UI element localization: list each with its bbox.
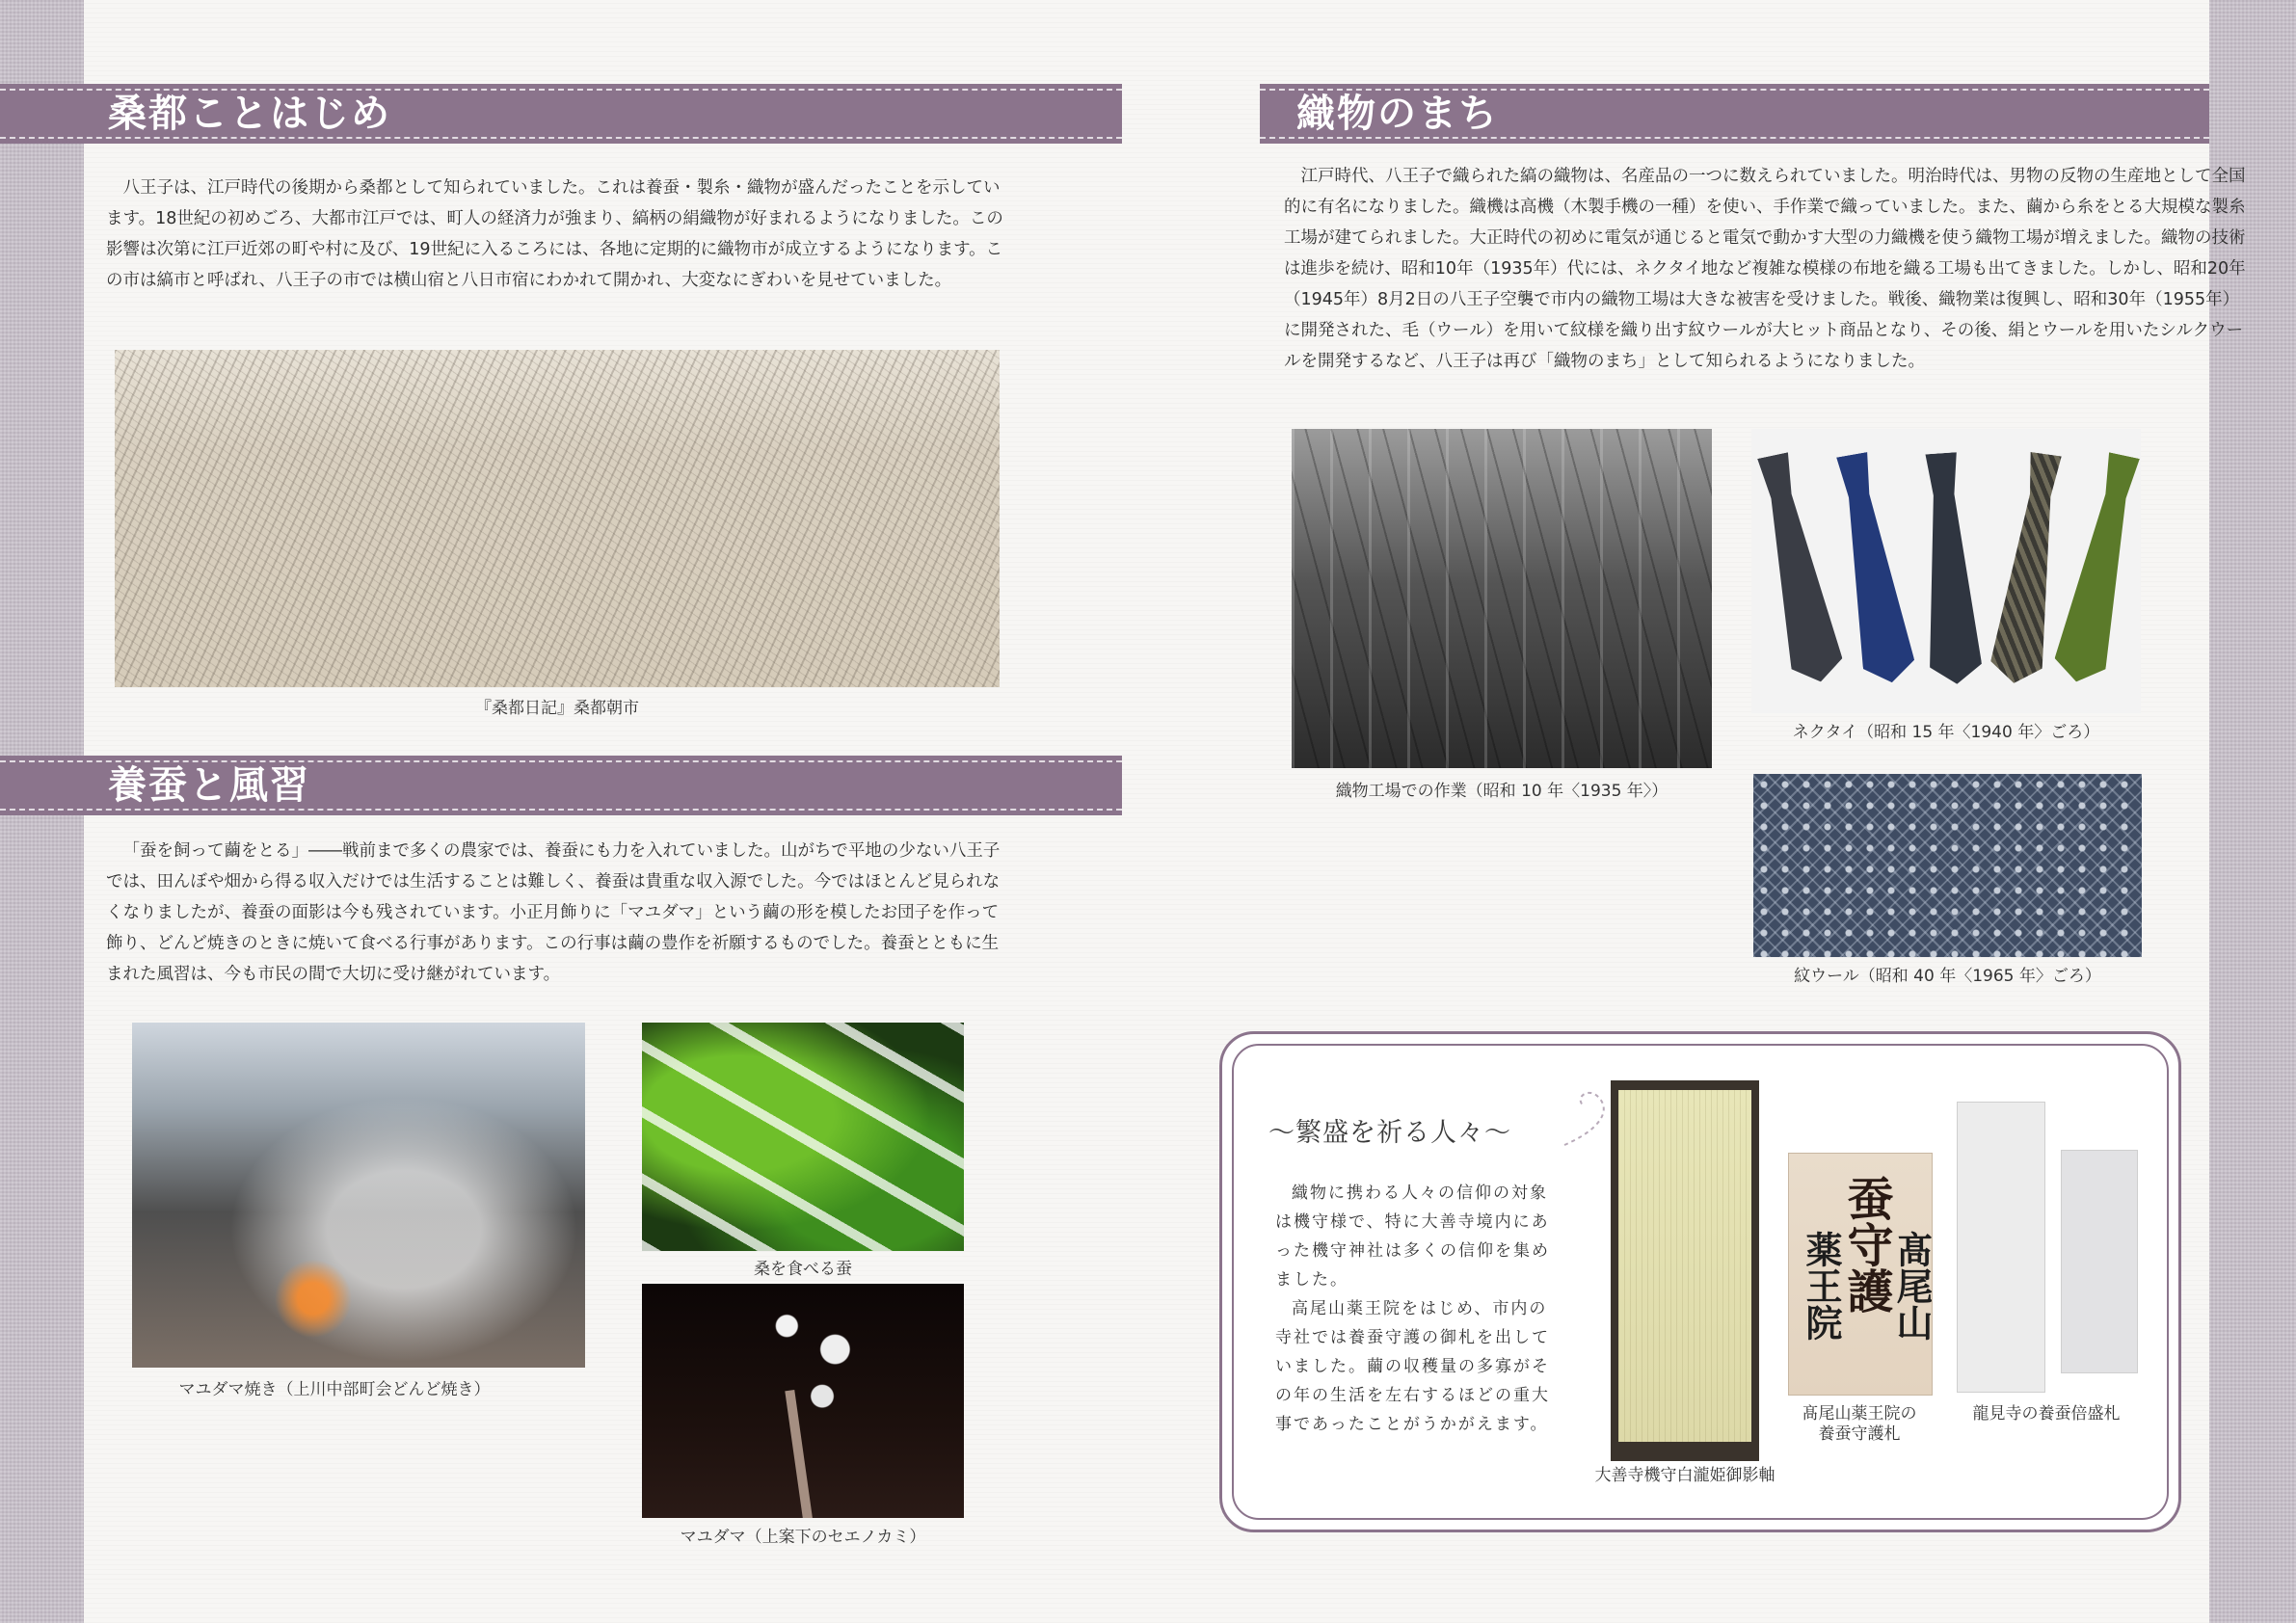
section-banner-sericulture (0, 756, 1122, 815)
mayudama-fire-photo (132, 1023, 585, 1368)
takao-charm-ink-center: 蚕守護 (1839, 1175, 1893, 1314)
section-body-sericulture: 「蚕を飼って繭をとる」――戦前まで多くの農家では、養蚕にも力を入れていました。山がちで平地の少ない八王子では、田んぼや畑から得る収入だけでは生活することは難しく、養蚕は貴重な収入源でした。今ではほとんど見られなくなりましたが、養蚕の面影は今も残されています。小正月飾りに「マユダマ」という繭の形を模したお団子を作って飾り、どんど焼きのときに焼いて食べる行事があります。この行事は繭の豊作を祈願するものでした。養蚕とともに生まれた風習は、今も市民の間で大切に受け継がれています。 (106, 841, 1001, 984)
ryukenji-charm-image (1957, 1102, 2045, 1393)
prayer-body-para-2: 高尾山薬王院をはじめ、市内の寺社では養蚕守護の御札を出していました。繭の収穫量の多寡がその年の生活を左右するほどの重大事であったことがうかがえます。 (1275, 1299, 1550, 1434)
section-title-textile: 織物のまち (1296, 91, 1499, 136)
soto-nikki-caption: 『桑都日記』桑都朝市 (475, 699, 639, 718)
necktie-paisley (1915, 451, 1984, 685)
brochure-spread (84, 0, 2246, 1623)
mon-wool-caption: 紋ウール（昭和 40 年〈1965 年〉ごろ） (1794, 967, 2101, 986)
mayudama-fire-caption: マユダマ焼き（上川中部町会どんど焼き） (178, 1380, 491, 1399)
prayer-feature-box (1219, 1031, 2181, 1532)
ryukenji-charm-caption: 龍見寺の養蚕倍盛札 (1972, 1404, 2121, 1423)
hanging-scroll-caption: 大善寺機守白瀧姫御影軸 (1594, 1466, 1775, 1485)
textile-factory-caption: 織物工場での作業（昭和 10 年〈1935 年〉） (1335, 782, 1669, 801)
decorative-swirl-icon (1560, 1082, 1617, 1150)
takao-charm-image (1788, 1153, 1933, 1396)
hanging-scroll-image (1611, 1080, 1759, 1461)
hanging-scroll-paper (1618, 1090, 1751, 1442)
prayer-body (1275, 1179, 1562, 1439)
necktie-grey (1751, 450, 1846, 687)
takao-charm-ink-left: 薬王院 (1800, 1231, 1843, 1341)
neckties-photo (1751, 429, 2141, 713)
section-body-textile: 江戸時代、八王子で織られた縞の織物は、名産品の一つに数えられていました。明治時代は、男物の反物の生産地として全国的に有名になりました。織機は高機（木製手機の一種）を使い、手作業で織っていました。また、繭から糸をとる大規模な製糸工場が建てられました。大正時代の初めに電気が通じると電気で動かす大型の力織機を使う織物工場が増えました。織物の技術は進歩を続け、昭和10年（1935年）代には、ネクタイ地など複雑な模様の布地を織る工場も出てきました。しかし、昭和20年（1945年）8月2日の八王子空襲で市内の織物工場は大きな被害を受けました。戦後、織物業は復興し、昭和30年（1955年）に開発された、毛（ウール）を用いて紋様を織り出す紋ウールが大ヒット商品となり、その後、絹とウールを用いたシルクウールを開発するなど、八王子は再び「織物のまち」として知られるようになりました。 (1284, 167, 2246, 371)
section-banner-soto (0, 84, 1122, 144)
takao-charm-caption (1769, 1404, 1950, 1445)
textile-factory-photo (1292, 429, 1712, 768)
mayudama-stick (785, 1390, 813, 1518)
mayudama-photo (642, 1284, 964, 1518)
soto-nikki-scroll-image (115, 350, 1000, 687)
silkworm-photo (642, 1023, 964, 1251)
ryukenji-charm-image-2 (2061, 1150, 2138, 1373)
necktie-green (2051, 450, 2141, 687)
mayudama-caption: マユダマ（上案下のセエノカミ） (680, 1528, 926, 1547)
prayer-body-para-1: 織物に携わる人々の信仰の対象は機守様で、特に大善寺境内にあった機守神社は多くの信仰を集めました。 (1275, 1184, 1550, 1290)
silkworm-caption: 桑を食べる蚕 (754, 1260, 852, 1279)
mon-wool-photo (1753, 774, 2142, 957)
section-title-sericulture: 養蚕と風習 (108, 762, 310, 808)
neckties-caption: ネクタイ（昭和 15 年〈1940 年〉ごろ） (1792, 723, 2100, 742)
takao-charm-ink-right: 髙尾山 (1890, 1231, 1934, 1341)
takao-charm-caption-line1: 髙尾山薬王院の (1802, 1404, 1917, 1423)
section-body-soto: 八王子は、江戸時代の後期から桑都として知られていました。これは養蚕・製糸・織物が盛んだったことを示しています。18世紀の初めごろ、大都市江戸では、町人の経済力が強まり、縞柄の絹織物が好まれるようになりました。この影響は次第に江戸近郊の町や村に及び、19世紀に入るころには、各地に定期的に織物市が成立するようになります。この市は縞市と呼ばれ、八王子の市では横山宿と八日市宿にわかれて開かれ、大変なにぎわいを見せていました。 (106, 178, 1003, 290)
section-banner-textile (1260, 84, 2209, 144)
takao-charm-caption-line2: 養蚕守護札 (1818, 1424, 1901, 1444)
section-title-soto: 桑都ことはじめ (108, 91, 391, 136)
prayer-title: ～繁盛を祈る人々～ (1268, 1118, 1511, 1148)
